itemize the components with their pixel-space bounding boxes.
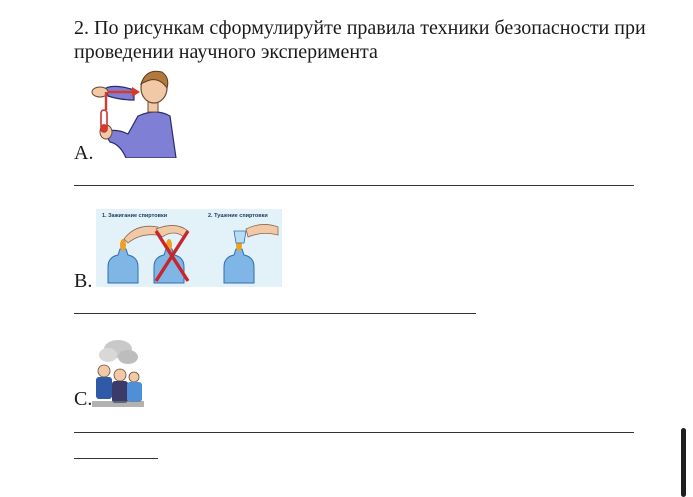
answer-line-b[interactable] bbox=[74, 313, 476, 314]
item-a-label: A. bbox=[74, 142, 94, 164]
spirit-lamp-lighting-illustration bbox=[96, 209, 282, 287]
item-b-label: B. bbox=[74, 270, 93, 292]
lab-safety-people-illustration bbox=[88, 337, 146, 409]
caption-lighting: 1. Зажигание спиртовки bbox=[102, 213, 168, 219]
caption-extinguishing: 2. Тушение спиртовки bbox=[208, 213, 268, 219]
answer-line-c-continuation[interactable] bbox=[74, 458, 158, 459]
question-text: 2. По рисункам сформулируйте правила техники безопасности при проведении научного эксперимента bbox=[74, 17, 646, 63]
answer-line-c[interactable] bbox=[74, 432, 634, 433]
scrollbar-thumb[interactable] bbox=[681, 428, 686, 497]
answer-line-a[interactable] bbox=[74, 185, 634, 186]
item-c-label: C. bbox=[74, 388, 93, 410]
boy-smelling-test-tube-illustration bbox=[86, 66, 178, 158]
